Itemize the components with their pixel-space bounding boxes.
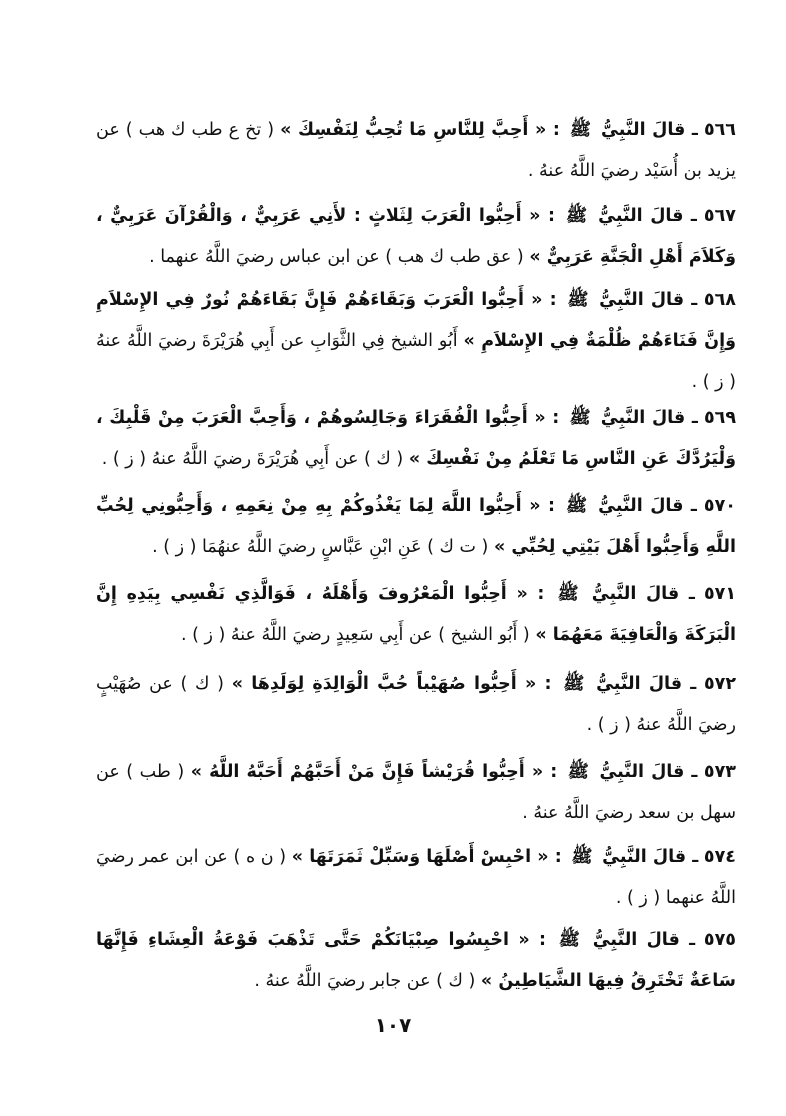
hadith-source: أَبُو الشيخ فِي الثَّوَابِ عن أَبِي هُرَيْرَةَ رضيَ اللَّهُ عنهُ ( ز ) . xyxy=(96,330,736,392)
salawat-symbol: ﷺ xyxy=(569,119,592,140)
hadith-source: ( ك ) عن جابر رضيَ اللَّهُ عنهُ . xyxy=(254,970,476,991)
salawat-symbol: ﷺ xyxy=(571,846,593,867)
hadith-text: : « احْبِسْ أَصْلَهَا وَسَبِّلْ ثَمَرَتَهَا » xyxy=(291,846,562,867)
hadith-intro: ـ قالَ النَّبِيُّ xyxy=(602,846,699,867)
salawat-symbol: ﷺ xyxy=(565,205,588,226)
hadith-number: ٥٦٦ xyxy=(703,119,736,140)
hadith-text: : « أَحِبُّوا الْعَرَبَ وَبَقَاءَهُمْ فَإِنَّ بَقَاءَهُمْ نُورٌ فِي الإِسْلاَمِ وَإِنَّ فَنَاءَهُمْ ظُلْمَةٌ فِي الإِسْلاَمِ » xyxy=(96,289,736,351)
hadith-intro: ـ قالَ النَّبِيُّ xyxy=(599,761,698,782)
hadith-text: : « أَحِبَّ لِلنَّاسِ مَا تُحِبُّ لِنَفْسِكَ » xyxy=(280,119,560,140)
hadith-entry-569 xyxy=(96,398,736,480)
hadith-source: ( ن ه ) عن ابن عمر رضيَ اللَّهُ عنهما ( ز ) . xyxy=(96,846,736,908)
hadith-number: ٥٦٩ xyxy=(703,407,736,428)
hadith-text: : « أَحِبُّوا قُرَيْشاً فَإِنَّ مَنْ أَحَبَّهُمْ أَحَبَّهُ اللَّهُ » xyxy=(190,761,558,782)
hadith-number: ٥٧٥ xyxy=(703,929,736,950)
hadith-text: : « احْبِسُوا صِبْيَانَكُمْ حَتَّى تَذْهَبَ فَوْعَةُ الْعِشَاءِ فَإِنَّهَا سَاعَةٌ تَخْتَرِقُ فِيهَا الشَّيَاطِينُ » xyxy=(96,929,736,991)
hadith-entry-573 xyxy=(96,752,736,834)
hadith-entry-575 xyxy=(96,920,736,1002)
hadith-intro: ـ قالَ النَّبِيُّ xyxy=(598,205,697,226)
salawat-symbol: ﷺ xyxy=(566,495,588,516)
hadith-text: : « أَحِبُّوا الْعَرَبَ لِثَلاثٍ : لأَنِي عَرَبِيٌّ ، وَالْقُرْآنَ عَرَبِيٌّ ، وَكَلاَمَ أَهْلِ الْجَنَّةِ عَرَبِيٌّ » xyxy=(96,205,736,267)
hadith-intro: ـ قالَ النَّبِيُّ xyxy=(600,407,698,428)
hadith-entry-574 xyxy=(96,837,736,919)
hadith-number: ٥٧٤ xyxy=(703,846,736,867)
page-content xyxy=(96,92,736,1082)
hadith-number: ٥٧٣ xyxy=(703,761,736,782)
hadith-intro: ـ قالَ النَّبِيُّ xyxy=(599,289,698,310)
hadith-intro: ـ قالَ النَّبِيُّ xyxy=(592,929,696,950)
salawat-symbol: ﷺ xyxy=(567,289,589,310)
salawat-symbol: ﷺ xyxy=(567,761,589,782)
salawat-symbol: ﷺ xyxy=(557,583,579,604)
hadith-entry-570 xyxy=(96,486,736,568)
hadith-number: ٥٦٨ xyxy=(703,289,736,310)
hadith-source: ( عق طب ك هب ) عن ابن عباس رضيَ اللَّهُ عنهما . xyxy=(149,246,524,267)
hadith-number: ٥٦٧ xyxy=(703,205,736,226)
hadith-intro: ـ قالَ النَّبِيُّ xyxy=(591,583,695,604)
hadith-text: : « أَحِبُّوا الْفُقَرَاءَ وَجَالِسُوهُمْ ، وَأَحِبَّ الْعَرَبَ مِنْ قَلْبِكَ ، وَلْيَرُدَّكَ عَنِ النَّاسِ مَا تَعْلَمُ مِنْ نَفْسِكَ » xyxy=(96,407,736,469)
hadith-source: ( ك ) عن أَبِي هُرَيْرَةَ رضيَ اللَّهُ عنهُ ( ز ) . xyxy=(101,448,404,469)
hadith-entry-572 xyxy=(96,664,736,746)
hadith-number: ٥٧١ xyxy=(703,583,736,604)
hadith-text: : « أَحِبُّوا صُهَيْباً حُبَّ الْوَالِدَةِ لِوَلَدِهَا » xyxy=(231,673,552,694)
salawat-symbol: ﷺ xyxy=(558,929,580,950)
hadith-entry-568 xyxy=(96,280,736,403)
hadith-intro: ـ قالَ النَّبِيُّ xyxy=(598,495,697,516)
hadith-source: ( ك ) عن صُهَيْبٍ رضيَ اللَّهُ عنهُ ( ز ) . xyxy=(96,673,736,735)
hadith-intro: ـ قالَ النَّبِيُّ xyxy=(601,119,698,140)
hadith-source: ( أَبُو الشيخ ) عن أَبِي سَعِيدٍ رضيَ اللَّهُ عنهُ ( ز ) . xyxy=(180,624,530,645)
hadith-number: ٥٧٠ xyxy=(703,495,736,516)
hadith-entry-567 xyxy=(96,196,736,278)
hadith-text: : « أَحِبُّوا الْمَعْرُوفَ وَأَهْلَهُ ، فَوَالَّذِي نَفْسِي بِيَدِهِ إِنَّ الْبَرَكَةَ وَالْعَافِيَةَ مَعَهُمَا » xyxy=(96,583,736,645)
salawat-symbol: ﷺ xyxy=(563,673,585,694)
hadith-entry-566 xyxy=(96,110,736,192)
hadith-number: ٥٧٢ xyxy=(703,673,737,694)
hadith-intro: ـ قالَ النَّبِيُّ xyxy=(596,673,697,694)
salawat-symbol: ﷺ xyxy=(569,407,591,428)
hadith-source: ( طب ) عن سهل بن سعد رضيَ اللَّهُ عنهُ . xyxy=(96,761,736,823)
hadith-source: ( تخ ع طب ك هب ) عن يزيد بن أُسَيْد رضيَ اللَّهُ عنهُ . xyxy=(96,119,736,181)
hadith-text: : « أَحِبُّوا اللَّهَ لِمَا يَغْذُوكُمْ بِهِ مِنْ نِعَمِهِ ، وَأَحِبُّونِي لِحُبِّ اللَّهِ وَأَحِبُّوا أَهْلَ بَيْتِي لِحُبِّي » xyxy=(96,495,736,557)
hadith-entry-571 xyxy=(96,574,736,656)
page-number: ١٠٧ xyxy=(374,1013,412,1037)
hadith-source: ( ت ك ) عَنِ ابْنِ عَبَّاسٍ رضيَ اللَّهُ عنهُمَا ( ز ) . xyxy=(152,536,489,557)
